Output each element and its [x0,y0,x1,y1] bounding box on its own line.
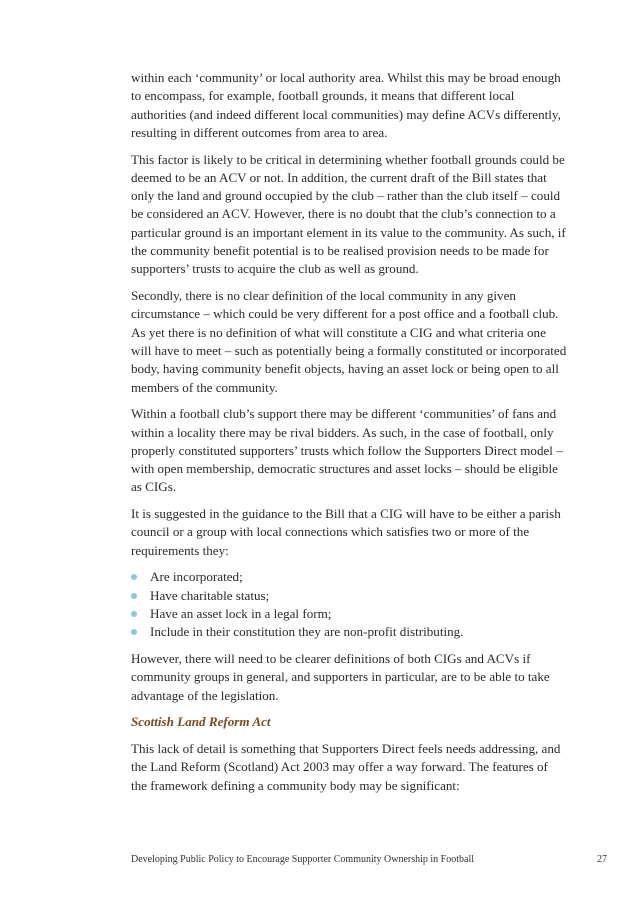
list-item-text: Are incorporated; [150,569,243,585]
bullet-dot-icon [131,629,137,635]
section-heading: Scottish Land Reform Act [131,714,271,730]
bullet-dot-icon [131,611,137,617]
paragraph: This factor is likely to be critical in determining whether football grounds could be deemed to be an ACV or not. In addition, the current draft of the Bill states that only the land and ground occupied by the club – rather than the club itself – could be considered an ACV. However, there is no doubt that the club’s connection to a particular ground is an important element in its value to the community. As such, if the community benefit potential is to be realised provision needs to be made for supporters’ trusts to acquire the club as well as ground. [131,151,566,277]
paragraph: It is suggested in the guidance to the Bill that a CIG will have to be either a parish council or a group with local connections which satisfies two or more of the requirements they: [131,506,561,558]
paragraph: Secondly, there is no clear definition of the local community in any given circumstance – which could be very different for a post office and a football club. As yet there is no definition of what will constitute a CIG and what criteria one will have to meet – such as potentially being a formally constituted or incorporated body, having community benefit objects, having an asset lock or being open to all members of the community. [131,288,567,395]
list-item [131,623,567,641]
bullet-dot-icon [131,574,137,580]
page-footer [131,854,607,865]
list-item-text: Have an asset lock in a legal form; [150,605,332,621]
list-item [131,568,567,586]
footer-title: Developing Public Policy to Encourage Supporter Community Ownership in Football [131,854,475,865]
paragraph: This lack of detail is something that Supporters Direct feels needs addressing, and the Land Reform (Scotland) Act 2003 may offer a way forward. The features of the framework defining a community body may be significant: [131,740,561,793]
list-item-text: Have charitable status; [150,587,270,603]
list-item [131,605,567,623]
list-item [131,587,567,605]
page-number: 27 [597,854,607,865]
page-body [131,69,567,803]
paragraph: However, there will need to be clearer definitions of both CIGs and ACVs if community groups in general, and supporters in particular, are to be able to take advantage of the legislation. [131,650,550,703]
paragraph: within each ‘community’ or local authority area. Whilst this may be broad enough to encompass, for example, football grounds, it means that different local authorities (and indeed different local communities) may define ACVs differently, resulting in different outcomes from area to area. [131,70,561,140]
paragraph: Within a football club’s support there may be different ‘communities’ of fans and within a locality there may be rival bidders. As such, in the case of football, only properly constituted supporters’ trusts which follow the Supporters Direct model – with open membership, democratic structures and asset locks – should be eligible as CIGs. [131,406,563,495]
list-item-text: Include in their constitution they are non-profit distributing. [150,624,464,640]
requirements-list [131,568,567,641]
bullet-dot-icon [131,593,137,599]
